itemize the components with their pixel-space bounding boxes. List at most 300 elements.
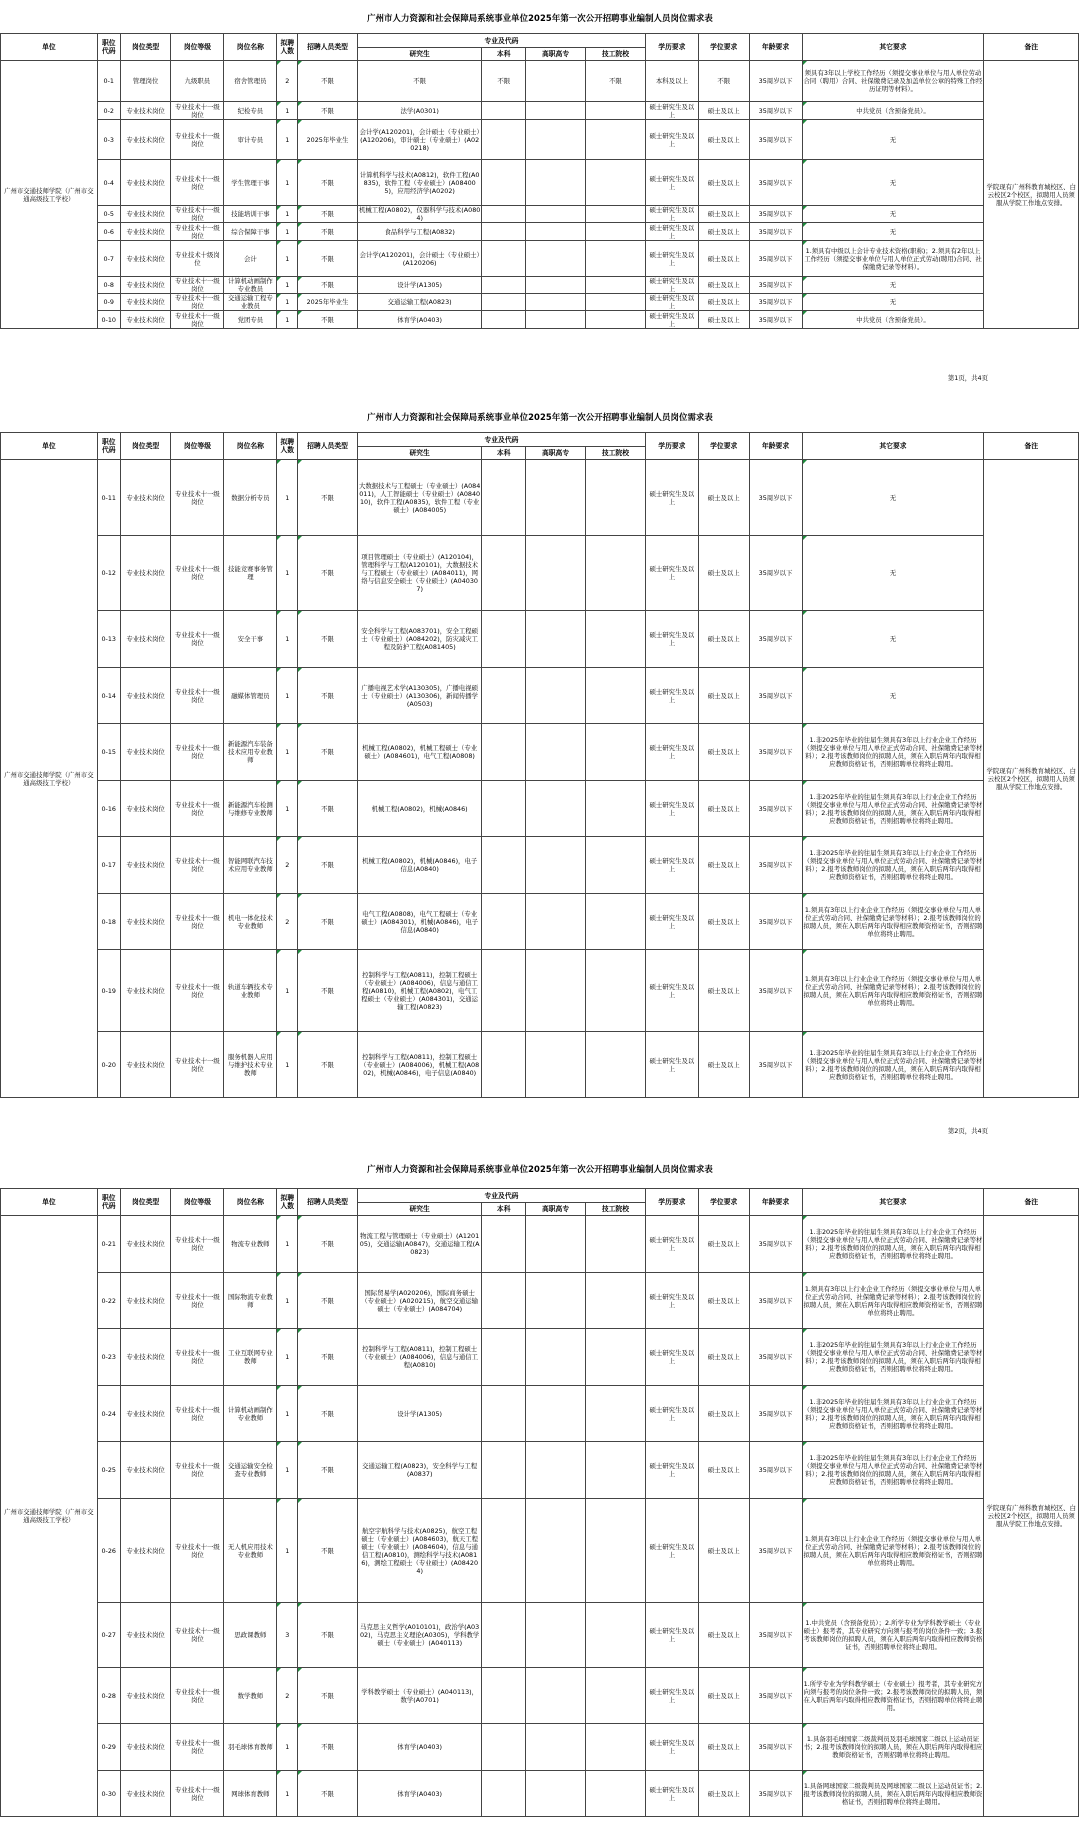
candidate-type: 不限 (298, 724, 358, 781)
hire-count: 1 (277, 781, 298, 837)
hire-count: 1 (277, 1771, 298, 1817)
other-req: 1.所学专业为学科教学硕士（专业硕士）报考者，其专业研究方向须与报考的岗位条件一致；2.报考该教师岗位的拟聘人员，须在入职后两年内取得相应教师资格证书，否则招聘单位将终止聘用。 (802, 1668, 984, 1724)
candidate-type: 不限 (298, 223, 358, 241)
undergrad-major (482, 536, 526, 611)
graduate-major: 航空宇航科学与技术(A0825)，航空工程硕士（专业硕士）(A084603)，航天工程硕士（专业硕士）(A084604)，信息与通信工程(A0810)，测绘科学与技术(A0816)，测绘工程硕士（专业硕士）(A084204) (357, 1499, 481, 1603)
vocational-major (526, 223, 586, 241)
vocational-major (526, 1216, 586, 1273)
undergrad-major (482, 1442, 526, 1499)
vocational-major (526, 1499, 586, 1603)
header-count: 拟聘人数 (277, 34, 298, 61)
header-tech: 技工院校 (585, 447, 645, 460)
hire-count: 1 (277, 120, 298, 160)
hire-count: 1 (277, 311, 298, 329)
hire-count: 1 (277, 206, 298, 223)
position-name: 会计 (224, 241, 277, 277)
position-grade: 专业技术十一级岗位 (171, 1032, 224, 1098)
age-req: 35周岁以下 (749, 536, 802, 611)
age-req: 35周岁以下 (749, 311, 802, 329)
education-req: 硕士研究生及以上 (645, 241, 698, 277)
position-code: 0-10 (97, 311, 120, 329)
undergrad-major (482, 1216, 526, 1273)
hire-count: 3 (277, 1603, 298, 1668)
position-name: 审计专员 (224, 120, 277, 160)
candidate-type: 不限 (298, 1442, 358, 1499)
position-code: 0-26 (97, 1499, 120, 1603)
position-name: 国际物流专业教师 (224, 1273, 277, 1329)
age-req: 35周岁以下 (749, 1771, 802, 1817)
age-req: 35周岁以下 (749, 102, 802, 120)
position-code: 0-14 (97, 668, 120, 724)
position-grade: 专业技术十一级岗位 (171, 277, 224, 294)
age-req: 35周岁以下 (749, 460, 802, 536)
candidate-type: 不限 (298, 1386, 358, 1442)
position-type: 专业技术岗位 (120, 1442, 171, 1499)
graduate-major: 机械工程(A0802)，机械(A0846) (357, 781, 481, 837)
candidate-type: 不限 (298, 311, 358, 329)
hire-count: 1 (277, 277, 298, 294)
table-row (1, 277, 1079, 294)
other-req: 无 (802, 223, 984, 241)
position-code: 0-20 (97, 1032, 120, 1098)
header-category: 招聘人员类型 (298, 433, 358, 460)
table-row (1, 724, 1079, 781)
undergrad-major (482, 1724, 526, 1771)
position-type: 专业技术岗位 (120, 206, 171, 223)
candidate-type: 不限 (298, 1032, 358, 1098)
age-req: 35周岁以下 (749, 1216, 802, 1273)
degree-req: 硕士及以上 (698, 1386, 749, 1442)
age-req: 35周岁以下 (749, 1329, 802, 1386)
other-req: 无 (802, 668, 984, 724)
age-req: 35周岁以下 (749, 241, 802, 277)
candidate-type: 不限 (298, 1216, 358, 1273)
candidate-type: 不限 (298, 1603, 358, 1668)
position-code: 0-7 (97, 241, 120, 277)
technical-school-major (585, 206, 645, 223)
document-title: 广州市人力资源和社会保障局系统事业单位2025年第一次公开招聘事业编制人员岗位需求表 (367, 13, 713, 23)
position-type: 专业技术岗位 (120, 536, 171, 611)
position-code: 0-24 (97, 1386, 120, 1442)
undergrad-major (482, 160, 526, 206)
position-grade: 专业技术十一级岗位 (171, 311, 224, 329)
vocational-major (526, 536, 586, 611)
position-code: 0-27 (97, 1603, 120, 1668)
header-name: 岗位名称 (224, 433, 277, 460)
other-req: 1.具备羽毛球国家二级裁判员及羽毛球国家二级以上运动员证书；2.报考该教师岗位的拟聘人员，须在入职后两年内取得相应教师资格证书，否则招聘单位将终止聘用。 (802, 1724, 984, 1771)
position-code: 0-12 (97, 536, 120, 611)
header-major-group: 专业及代码 (357, 433, 645, 447)
hire-count: 1 (277, 724, 298, 781)
position-name: 安全干事 (224, 611, 277, 668)
position-type: 专业技术岗位 (120, 1329, 171, 1386)
other-req: 无 (802, 160, 984, 206)
technical-school-major (585, 536, 645, 611)
header-ug: 本科 (482, 48, 526, 61)
position-grade: 九级职员 (171, 61, 224, 102)
header-age: 年龄要求 (749, 34, 802, 61)
vocational-major (526, 1329, 586, 1386)
age-req: 35周岁以下 (749, 611, 802, 668)
position-grade: 专业技术十一级岗位 (171, 611, 224, 668)
position-type: 专业技术岗位 (120, 668, 171, 724)
table-row (1, 1668, 1079, 1724)
vocational-major (526, 950, 586, 1032)
position-type: 专业技术岗位 (120, 294, 171, 311)
position-code: 0-29 (97, 1724, 120, 1771)
age-req: 35周岁以下 (749, 277, 802, 294)
degree-req: 硕士及以上 (698, 223, 749, 241)
position-code: 0-16 (97, 781, 120, 837)
degree-req: 硕士及以上 (698, 311, 749, 329)
graduate-major: 不限 (357, 61, 481, 102)
hire-count: 1 (277, 294, 298, 311)
position-type: 专业技术岗位 (120, 724, 171, 781)
header-major-group: 专业及代码 (357, 34, 645, 48)
hire-count: 1 (277, 1386, 298, 1442)
graduate-major: 控制科学与工程(A0811)，控制工程硕士（专业硕士）(A084006)，机械工程(A0802)，机械(A0846)，电子信息(A0840) (357, 1032, 481, 1098)
header-tech: 技工院校 (585, 1203, 645, 1216)
candidate-type: 不限 (298, 1668, 358, 1724)
position-grade: 专业技术十一级岗位 (171, 781, 224, 837)
degree-req: 硕士及以上 (698, 1442, 749, 1499)
age-req: 35周岁以下 (749, 1499, 802, 1603)
hire-count: 1 (277, 1273, 298, 1329)
other-req: 1.须具有3年以上行业企业工作经历（须提交事业单位与用人单位正式劳动合同、社保缴费记录等材料）；2.报考该教师岗位的拟聘人员，须在入职后两年内取得相应教师资格证书，否则招聘单位将终止聘用。 (802, 950, 984, 1032)
position-grade: 专业技术十一级岗位 (171, 1442, 224, 1499)
degree-req: 硕士及以上 (698, 241, 749, 277)
degree-req: 硕士及以上 (698, 894, 749, 950)
header-ug: 本科 (482, 447, 526, 460)
undergrad-major (482, 611, 526, 668)
technical-school-major (585, 1386, 645, 1442)
position-grade: 专业技术十一级岗位 (171, 160, 224, 206)
hire-count: 1 (277, 950, 298, 1032)
education-req: 硕士研究生及以上 (645, 1724, 698, 1771)
age-req: 35周岁以下 (749, 894, 802, 950)
undergrad-major (482, 206, 526, 223)
graduate-major: 马克思主义哲学(A010101)，政治学(A0302)，马克思主义理论(A0305)，学科教学硕士（专业硕士）(A040113) (357, 1603, 481, 1668)
candidate-type: 不限 (298, 1273, 358, 1329)
other-req: 1.具备网球国家二级裁判员及网球国家二级以上运动员证书；2.报考该教师岗位的拟聘人员，须在入职后两年内取得相应教师资格证书，否则招聘单位将终止聘用。 (802, 1771, 984, 1817)
vocational-major (526, 1771, 586, 1817)
position-name: 学生管理干事 (224, 160, 277, 206)
table-row (1, 1771, 1079, 1817)
age-req: 35周岁以下 (749, 1724, 802, 1771)
position-code: 0-18 (97, 894, 120, 950)
degree-req: 硕士及以上 (698, 206, 749, 223)
technical-school-major (585, 120, 645, 160)
position-type: 专业技术岗位 (120, 311, 171, 329)
age-req: 35周岁以下 (749, 1442, 802, 1499)
degree-req: 硕士及以上 (698, 668, 749, 724)
technical-school-major (585, 241, 645, 277)
table-row (1, 668, 1079, 724)
candidate-type: 不限 (298, 277, 358, 294)
other-req: 1.非2025年毕业的往届生须具有3年以上行业企业工作经历（须提交事业单位与用人单位正式劳动合同、社保缴费记录等材料）；2.报考该教师岗位的拟聘人员，须在入职后两年内取得相应教师资格证书，否则招聘单位将终止聘用。 (802, 781, 984, 837)
table-row (1, 460, 1079, 536)
header-degree: 学位要求 (698, 34, 749, 61)
position-code: 0-4 (97, 160, 120, 206)
header-degree: 学位要求 (698, 433, 749, 460)
undergrad-major (482, 1273, 526, 1329)
table-row (1, 1442, 1079, 1499)
hire-count: 1 (277, 668, 298, 724)
position-name: 融媒体管理员 (224, 668, 277, 724)
degree-req: 硕士及以上 (698, 1771, 749, 1817)
recruitment-table (0, 432, 1079, 1098)
technical-school-major (585, 1668, 645, 1724)
graduate-major: 设计学(A1305) (357, 1386, 481, 1442)
position-code: 0-17 (97, 837, 120, 894)
position-type: 专业技术岗位 (120, 160, 171, 206)
technical-school-major (585, 460, 645, 536)
graduate-major: 会计学(A120201)，会计硕士（专业硕士）(A120206) (357, 241, 481, 277)
position-name: 机电一体化技术专业教师 (224, 894, 277, 950)
candidate-type: 不限 (298, 1499, 358, 1603)
position-type: 专业技术岗位 (120, 1273, 171, 1329)
undergrad-major (482, 102, 526, 120)
hire-count: 2 (277, 1668, 298, 1724)
header-grad: 研究生 (357, 48, 481, 61)
other-req: 无 (802, 206, 984, 223)
education-req: 硕士研究生及以上 (645, 611, 698, 668)
graduate-major: 会计学(A120201)，会计硕士（专业硕士）(A120206)，审计硕士（专业硕士）(A020218) (357, 120, 481, 160)
undergrad-major (482, 1603, 526, 1668)
other-req: 须具有3年以上学校工作经历（须提交事业单位与用人单位劳动合同（聘用）合同、社保缴费记录及加盖单位公章的特殊工作经历证明等材料）。 (802, 61, 984, 102)
table-row (1, 1273, 1079, 1329)
position-name: 交通运输安全检查专业教师 (224, 1442, 277, 1499)
header-hv: 高职高专 (526, 447, 586, 460)
other-req: 1.非2025年毕业的往届生须具有3年以上行业企业工作经历（须提交事业单位与用人单位正式劳动合同、社保缴费记录等材料）；2.报考该教师岗位的拟聘人员，须在入职后两年内取得相应教师资格证书，否则招聘单位将终止聘用。 (802, 1216, 984, 1273)
vocational-major (526, 1386, 586, 1442)
undergrad-major (482, 781, 526, 837)
technical-school-major (585, 1442, 645, 1499)
other-req: 无 (802, 536, 984, 611)
position-grade: 专业技术十一级岗位 (171, 837, 224, 894)
degree-req: 硕士及以上 (698, 837, 749, 894)
education-req: 硕士研究生及以上 (645, 781, 698, 837)
education-req: 硕士研究生及以上 (645, 1603, 698, 1668)
candidate-type: 不限 (298, 894, 358, 950)
candidate-type: 不限 (298, 61, 358, 102)
other-req: 1.非2025年毕业的往届生须具有3年以上行业企业工作经历（须提交事业单位与用人单位正式劳动合同、社保缴费记录等材料）；2.报考该教师岗位的拟聘人员，须在入职后两年内取得相应教师资格证书，否则招聘单位将终止聘用。 (802, 1442, 984, 1499)
position-name: 轨道车辆技术专业教师 (224, 950, 277, 1032)
table-row (1, 160, 1079, 206)
vocational-major (526, 311, 586, 329)
hire-count: 1 (277, 241, 298, 277)
header-unit: 单位 (1, 34, 98, 61)
header-tech: 技工院校 (585, 48, 645, 61)
page-number: 第2页，共4页 (947, 1127, 988, 1135)
hire-count: 1 (277, 1032, 298, 1098)
graduate-major: 法学(A0301) (357, 102, 481, 120)
position-code: 0-2 (97, 102, 120, 120)
table-row (1, 781, 1079, 837)
degree-req: 硕士及以上 (698, 536, 749, 611)
education-req: 硕士研究生及以上 (645, 950, 698, 1032)
vocational-major (526, 1032, 586, 1098)
hire-count: 1 (277, 223, 298, 241)
technical-school-major (585, 781, 645, 837)
position-type: 专业技术岗位 (120, 950, 171, 1032)
vocational-major (526, 724, 586, 781)
position-code: 0-22 (97, 1273, 120, 1329)
graduate-major: 体育学(A0403) (357, 1724, 481, 1771)
vocational-major (526, 277, 586, 294)
degree-req: 硕士及以上 (698, 102, 749, 120)
position-name: 交通运输工程专业教员 (224, 294, 277, 311)
other-req: 1.非2025年毕业的往届生须具有3年以上行业企业工作经历（须提交事业单位与用人单位正式劳动合同、社保缴费记录等材料）；2.报考该教师岗位的拟聘人员，须在入职后两年内取得相应教师资格证书，否则招聘单位将终止聘用。 (802, 1386, 984, 1442)
vocational-major (526, 1724, 586, 1771)
graduate-major: 设计学(A1305) (357, 277, 481, 294)
unit-name-cell: 广州市交通技师学院（广州市交通高级技工学校） (1, 1216, 98, 1817)
table-row (1, 1386, 1079, 1442)
vocational-major (526, 241, 586, 277)
degree-req: 硕士及以上 (698, 950, 749, 1032)
graduate-major: 食品科学与工程(A0832) (357, 223, 481, 241)
vocational-major (526, 781, 586, 837)
candidate-type: 不限 (298, 837, 358, 894)
position-grade: 专业技术十级岗位 (171, 241, 224, 277)
education-req: 硕士研究生及以上 (645, 536, 698, 611)
vocational-major (526, 102, 586, 120)
hire-count: 1 (277, 1724, 298, 1771)
position-code: 0-5 (97, 206, 120, 223)
vocational-major (526, 160, 586, 206)
header-count: 拟聘人数 (277, 1189, 298, 1216)
position-type: 专业技术岗位 (120, 1668, 171, 1724)
degree-req: 硕士及以上 (698, 1216, 749, 1273)
header-grad: 研究生 (357, 1203, 481, 1216)
header-grade: 岗位等级 (171, 1189, 224, 1216)
table-row (1, 1032, 1079, 1098)
vocational-major (526, 1668, 586, 1724)
other-req: 1.非2025年毕业的往届生须具有3年以上行业企业工作经历（须提交事业单位与用人单位正式劳动合同、社保缴费记录等材料）；2.报考该教师岗位的拟聘人员，须在入职后两年内取得相应教师资格证书，否则招聘单位将终止聘用。 (802, 1329, 984, 1386)
technical-school-major (585, 894, 645, 950)
position-grade: 专业技术十一级岗位 (171, 1386, 224, 1442)
undergrad-major (482, 460, 526, 536)
other-req: 无 (802, 120, 984, 160)
education-req: 硕士研究生及以上 (645, 311, 698, 329)
hire-count: 2 (277, 894, 298, 950)
header-type: 岗位类型 (120, 34, 171, 61)
position-type: 专业技术岗位 (120, 1386, 171, 1442)
candidate-type: 不限 (298, 241, 358, 277)
undergrad-major (482, 668, 526, 724)
table-row (1, 837, 1079, 894)
position-code: 0-1 (97, 61, 120, 102)
undergrad-major (482, 1329, 526, 1386)
education-req: 硕士研究生及以上 (645, 1329, 698, 1386)
technical-school-major (585, 1724, 645, 1771)
table-row (1, 894, 1079, 950)
technical-school-major (585, 668, 645, 724)
table-row (1, 1329, 1079, 1386)
undergrad-major (482, 294, 526, 311)
undergrad-major (482, 894, 526, 950)
position-grade: 专业技术十一级岗位 (171, 536, 224, 611)
header-hv: 高职高专 (526, 1203, 586, 1216)
graduate-major: 学科教学硕士（专业硕士）(A040113)，数学(A0701) (357, 1668, 481, 1724)
position-name: 数据分析专员 (224, 460, 277, 536)
education-req: 硕士研究生及以上 (645, 160, 698, 206)
position-name: 服务机器人应用与维护技术专业教师 (224, 1032, 277, 1098)
degree-req: 硕士及以上 (698, 1329, 749, 1386)
position-name: 网球体育教师 (224, 1771, 277, 1817)
technical-school-major (585, 724, 645, 781)
position-name: 羽毛球体育教师 (224, 1724, 277, 1771)
vocational-major (526, 894, 586, 950)
technical-school-major (585, 294, 645, 311)
candidate-type: 不限 (298, 536, 358, 611)
unit-name-cell: 广州市交通技师学院（广州市交通高级技工学校） (1, 61, 98, 329)
unit-name-cell: 广州市交通技师学院（广州市交通高级技工学校） (1, 460, 98, 1098)
technical-school-major (585, 223, 645, 241)
education-req: 硕士研究生及以上 (645, 102, 698, 120)
candidate-type: 不限 (298, 668, 358, 724)
hire-count: 1 (277, 1442, 298, 1499)
position-type: 专业技术岗位 (120, 894, 171, 950)
degree-req: 不限 (698, 61, 749, 102)
age-req: 35周岁以下 (749, 1668, 802, 1724)
position-grade: 专业技术十一级岗位 (171, 1329, 224, 1386)
degree-req: 硕士及以上 (698, 1499, 749, 1603)
position-grade: 专业技术十一级岗位 (171, 1499, 224, 1603)
degree-req: 硕士及以上 (698, 120, 749, 160)
age-req: 35周岁以下 (749, 223, 802, 241)
age-req: 35周岁以下 (749, 1032, 802, 1098)
graduate-major: 安全科学与工程(A083701)，安全工程硕士（专业硕士）(A084202)，防灾减灾工程及防护工程(A081405) (357, 611, 481, 668)
position-grade: 专业技术十一级岗位 (171, 460, 224, 536)
position-code: 0-3 (97, 120, 120, 160)
hire-count: 1 (277, 1329, 298, 1386)
other-req: 无 (802, 611, 984, 668)
candidate-type: 不限 (298, 206, 358, 223)
technical-school-major (585, 160, 645, 206)
position-grade: 专业技术十一级岗位 (171, 724, 224, 781)
other-req: 无 (802, 460, 984, 536)
graduate-major: 计算机科学与技术(A0812)，软件工程(A0835)，软件工程（专业硕士）(A084005)，应用经济学(A0202) (357, 160, 481, 206)
position-grade: 专业技术十一级岗位 (171, 1668, 224, 1724)
header-type: 岗位类型 (120, 433, 171, 460)
graduate-major: 国际贸易学(A020206)，国际商务硕士（专业硕士）(A020215)，航空交通运输硕士（专业硕士）(A084704) (357, 1273, 481, 1329)
hire-count: 1 (277, 102, 298, 120)
table-row (1, 102, 1079, 120)
education-req: 硕士研究生及以上 (645, 724, 698, 781)
position-type: 专业技术岗位 (120, 223, 171, 241)
age-req: 35周岁以下 (749, 781, 802, 837)
education-req: 硕士研究生及以上 (645, 894, 698, 950)
position-grade: 专业技术十一级岗位 (171, 950, 224, 1032)
position-code: 0-11 (97, 460, 120, 536)
document-title: 广州市人力资源和社会保障局系统事业单位2025年第一次公开招聘事业编制人员岗位需求表 (367, 1164, 713, 1174)
candidate-type: 不限 (298, 1329, 358, 1386)
other-req: 1.须具有3年以上行业企业工作经历（须提交事业单位与用人单位正式劳动合同、社保缴费记录等材料）；2.报考该教师岗位的拟聘人员，须在入职后两年内取得相应教师资格证书，否则招聘单位将终止聘用。 (802, 1499, 984, 1603)
graduate-major: 体育学(A0403) (357, 1771, 481, 1817)
position-name: 党团专员 (224, 311, 277, 329)
graduate-major: 机械工程(A0802)，机械工程硕士（专业硕士）(A084601)，电气工程(A0808) (357, 724, 481, 781)
table-row (1, 1724, 1079, 1771)
other-req: 1.中共党员（含预备党员）；2.所学专业为学科教学硕士（专业硕士）报考者，其专业研究方向须与报考的岗位条件一致；3.报考该教师岗位的拟聘人员，须在入职后两年内取得相应教师资格证书，否则招聘单位将终止聘用。 (802, 1603, 984, 1668)
education-req: 本科及以上 (645, 61, 698, 102)
table-row (1, 223, 1079, 241)
undergrad-major (482, 241, 526, 277)
undergrad-major (482, 277, 526, 294)
header-code: 职位代码 (97, 433, 120, 460)
vocational-major (526, 1442, 586, 1499)
position-name: 数学教师 (224, 1668, 277, 1724)
